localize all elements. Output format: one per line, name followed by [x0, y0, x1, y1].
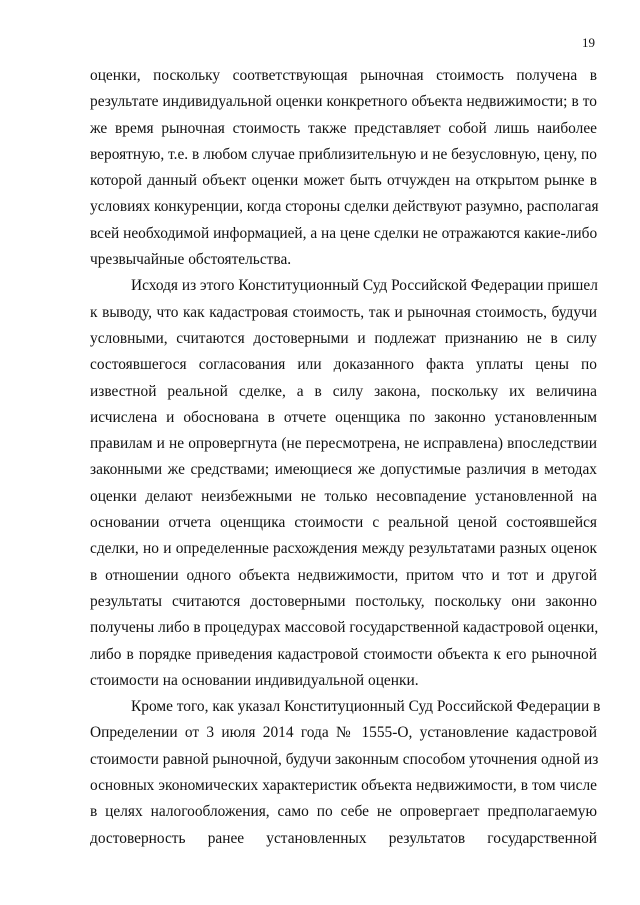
text-line: исчислена и обоснована в отчете оценщика по законно установленным [90, 408, 597, 426]
text-line: состоявшегося согласования или доказанного факта уплаты цены по [90, 356, 597, 374]
paragraph [90, 63, 597, 273]
text-line: стоимости равной рыночной, будучи законным способом уточнения одной из [90, 750, 599, 768]
text-line: результате индивидуальной оценки конкретного объекта недвижимости; в то [90, 93, 597, 111]
page-number: 19 [582, 35, 595, 50]
text-line: в отношении одного объекта недвижимости, притом что и тот и другой [90, 566, 597, 584]
text-line: известной реальной сделке, а в силу закона, поскольку их величина [90, 382, 597, 400]
text-line: Кроме того, как указал Конституционный Суд Российской Федерации в [131, 698, 601, 716]
text-line: оценки, поскольку соответствующая рыночная стоимость получена в [90, 67, 597, 84]
text-line: всей необходимой информацией, а на цене сделки не отражаются какие-либо [90, 224, 598, 242]
paragraph [90, 694, 601, 852]
document-body [90, 63, 601, 852]
text-line: правилам и не опровергнута (не пересмотрена, не исправлена) впоследствии [90, 435, 597, 453]
text-line: чрезвычайные обстоятельства. [90, 251, 292, 269]
text-line: условиях конкуренции, когда стороны сделки действуют разумно, располагая [90, 198, 599, 216]
text-line: Исходя из этого Конституционный Суд Российской Федерации пришел [131, 277, 598, 295]
text-line: основных экономических характеристик объекта недвижимости, в том числе [90, 777, 597, 795]
text-line: либо в порядке приведения кадастровой стоимости объекта к его рыночной [90, 645, 597, 663]
text-line: которой данный объект оценки может быть отчужден на открытом рынке в [90, 172, 597, 190]
text-line: достоверность ранее установленных результатов государственной [90, 829, 597, 847]
text-line: к выводу, что как кадастровая стоимость, так и рыночная стоимость, будучи [90, 303, 597, 321]
text-line: основании отчета оценщика стоимости с реальной ценой состоявшейся [90, 514, 597, 532]
paragraph [90, 273, 597, 694]
text-line: условными, считаются достоверными и подлежат признанию не в силу [90, 329, 597, 347]
text-line: оценки делают неизбежными не только несовпадение установленной на [90, 487, 597, 505]
text-line: результаты считаются достоверными постольку, поскольку они законно [90, 592, 597, 610]
text-line: же время рыночная стоимость также представляет собой лишь наиболее [90, 119, 597, 137]
text-line: законными же средствами; имеющиеся же допустимые различия в методах [90, 461, 597, 479]
text-line: в целях налогообложения, само по себе не опровергает предполагаемую [90, 803, 597, 821]
text-line: сделки, но и определенные расхождения между результатами разных оценок [90, 540, 597, 558]
text-line: получены либо в процедурах массовой государственной кадастровой оценки, [90, 619, 599, 637]
text-line: вероятную, т.е. в любом случае приблизительную и не безусловную, цену, по [90, 145, 597, 163]
text-line: Определении от 3 июля 2014 года № 1555-О, установление кадастровой [90, 724, 597, 742]
text-line: стоимости на основании индивидуальной оценки. [90, 671, 419, 689]
